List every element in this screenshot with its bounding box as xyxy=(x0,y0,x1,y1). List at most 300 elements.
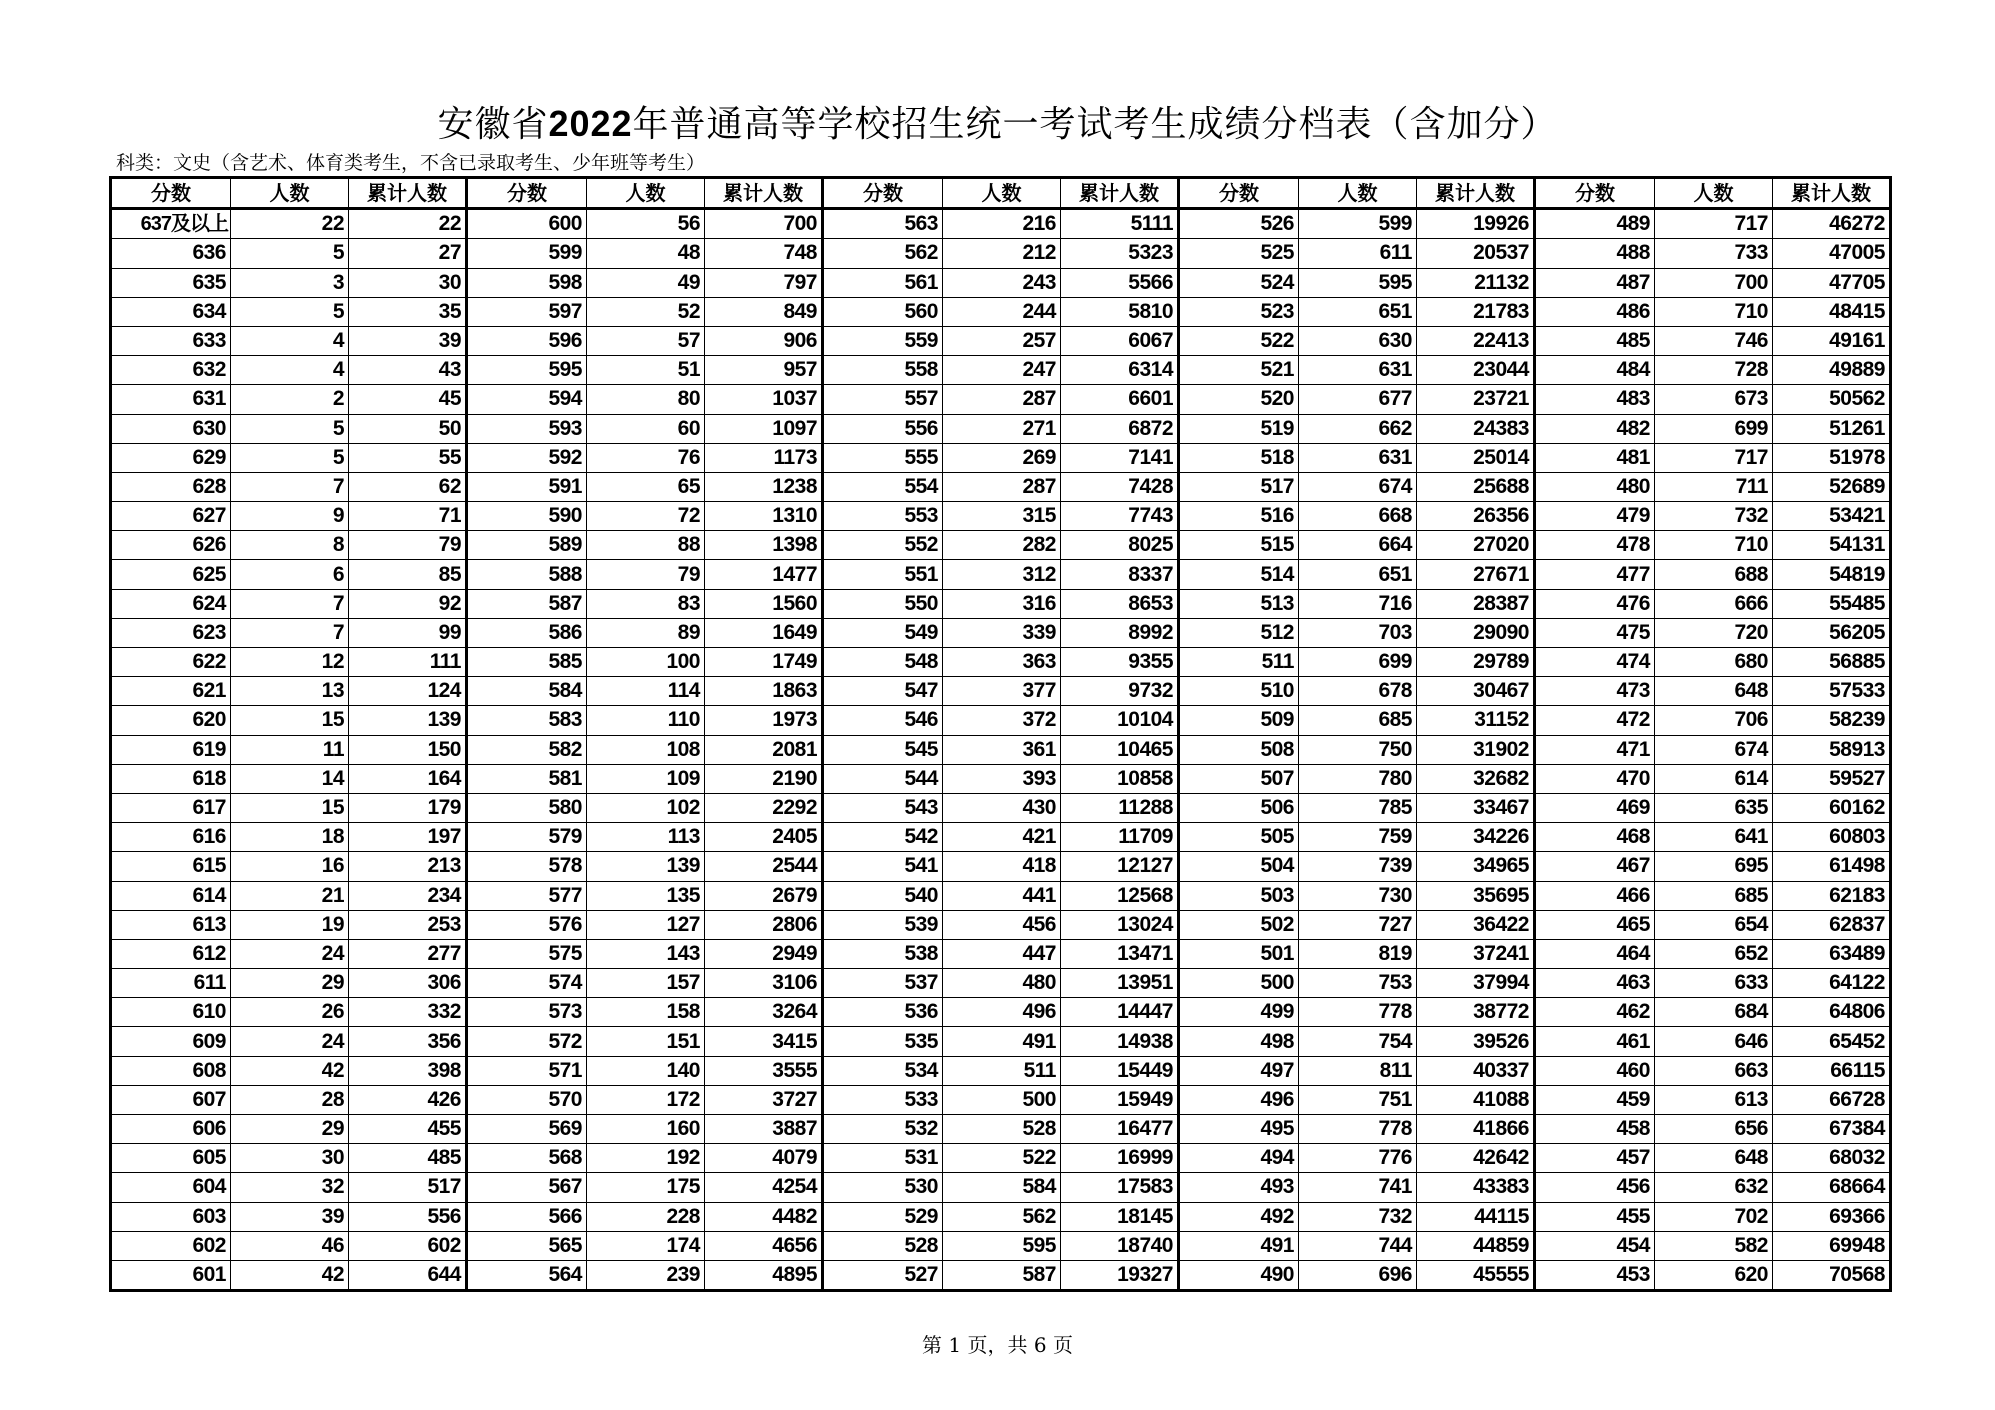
cell-cumulative: 66728 xyxy=(1773,1085,1891,1114)
page-title xyxy=(0,94,1995,155)
table-row xyxy=(111,823,1891,852)
cell-cumulative: 16999 xyxy=(1061,1144,1179,1173)
cell-score: 478 xyxy=(1535,531,1655,560)
cell-score: 570 xyxy=(467,1085,587,1114)
table-row xyxy=(111,297,1891,326)
cell-count: 13 xyxy=(231,677,349,706)
cell-score: 502 xyxy=(1179,910,1299,939)
cell-score: 503 xyxy=(1179,881,1299,910)
cell-cumulative: 332 xyxy=(349,998,467,1027)
cell-count: 511 xyxy=(943,1056,1061,1085)
table-row xyxy=(111,1115,1891,1144)
cell-count: 83 xyxy=(587,589,705,618)
table-row xyxy=(111,910,1891,939)
cell-cumulative: 43383 xyxy=(1417,1173,1535,1202)
cell-count: 76 xyxy=(587,443,705,472)
cell-count: 11 xyxy=(231,735,349,764)
cell-count: 39 xyxy=(231,1202,349,1231)
cell-count: 88 xyxy=(587,531,705,560)
cell-score: 513 xyxy=(1179,589,1299,618)
cell-count: 630 xyxy=(1299,326,1417,355)
cell-count: 652 xyxy=(1655,939,1773,968)
cell-score: 527 xyxy=(823,1260,943,1290)
cell-cumulative: 55 xyxy=(349,443,467,472)
cell-cumulative: 41866 xyxy=(1417,1115,1535,1144)
cell-cumulative: 62837 xyxy=(1773,910,1891,939)
cell-count: 287 xyxy=(943,472,1061,501)
cell-count: 595 xyxy=(1299,268,1417,297)
cell-score: 497 xyxy=(1179,1056,1299,1085)
cell-cumulative: 1037 xyxy=(705,385,823,414)
cell-count: 15 xyxy=(231,793,349,822)
cell-score: 572 xyxy=(467,1027,587,1056)
cell-count: 8 xyxy=(231,531,349,560)
header-score: 分数 xyxy=(1179,178,1299,209)
cell-cumulative: 3555 xyxy=(705,1056,823,1085)
cell-cumulative: 485 xyxy=(349,1144,467,1173)
cell-score: 602 xyxy=(111,1231,231,1260)
cell-cumulative: 7428 xyxy=(1061,472,1179,501)
cell-cumulative: 12127 xyxy=(1061,852,1179,881)
cell-count: 18 xyxy=(231,823,349,852)
table-row xyxy=(111,1260,1891,1290)
cell-score: 625 xyxy=(111,560,231,589)
cell-score: 529 xyxy=(823,1202,943,1231)
cell-score: 521 xyxy=(1179,356,1299,385)
table-row xyxy=(111,648,1891,677)
cell-count: 14 xyxy=(231,764,349,793)
cell-count: 239 xyxy=(587,1260,705,1290)
cell-count: 711 xyxy=(1655,472,1773,501)
cell-cumulative: 197 xyxy=(349,823,467,852)
cell-cumulative: 62183 xyxy=(1773,881,1891,910)
cell-score: 501 xyxy=(1179,939,1299,968)
cell-score: 468 xyxy=(1535,823,1655,852)
cell-score: 596 xyxy=(467,326,587,355)
cell-score: 626 xyxy=(111,531,231,560)
cell-count: 51 xyxy=(587,356,705,385)
cell-score: 619 xyxy=(111,735,231,764)
cell-cumulative: 44859 xyxy=(1417,1231,1535,1260)
cell-score: 459 xyxy=(1535,1085,1655,1114)
cell-count: 257 xyxy=(943,326,1061,355)
cell-cumulative: 64806 xyxy=(1773,998,1891,1027)
cell-count: 685 xyxy=(1299,706,1417,735)
cell-cumulative: 34965 xyxy=(1417,852,1535,881)
header-cumulative: 累计人数 xyxy=(349,178,467,209)
cell-cumulative: 51978 xyxy=(1773,443,1891,472)
cell-count: 26 xyxy=(231,998,349,1027)
cell-count: 114 xyxy=(587,677,705,706)
table-row xyxy=(111,998,1891,1027)
cell-count: 377 xyxy=(943,677,1061,706)
cell-score: 612 xyxy=(111,939,231,968)
cell-cumulative: 71 xyxy=(349,502,467,531)
cell-count: 778 xyxy=(1299,998,1417,1027)
cell-count: 361 xyxy=(943,735,1061,764)
cell-score: 457 xyxy=(1535,1144,1655,1173)
cell-score: 554 xyxy=(823,472,943,501)
cell-cumulative: 54131 xyxy=(1773,531,1891,560)
cell-count: 339 xyxy=(943,618,1061,647)
cell-cumulative: 4656 xyxy=(705,1231,823,1260)
cell-score: 480 xyxy=(1535,472,1655,501)
cell-count: 710 xyxy=(1655,531,1773,560)
table-row xyxy=(111,1085,1891,1114)
cell-score: 577 xyxy=(467,881,587,910)
cell-cumulative: 14447 xyxy=(1061,998,1179,1027)
cell-cumulative: 2806 xyxy=(705,910,823,939)
cell-score: 456 xyxy=(1535,1173,1655,1202)
cell-cumulative: 517 xyxy=(349,1173,467,1202)
table-row xyxy=(111,969,1891,998)
cell-count: 52 xyxy=(587,297,705,326)
cell-score: 611 xyxy=(111,969,231,998)
cell-cumulative: 7141 xyxy=(1061,443,1179,472)
cell-cumulative: 56885 xyxy=(1773,648,1891,677)
cell-cumulative: 6872 xyxy=(1061,414,1179,443)
cell-cumulative: 1749 xyxy=(705,648,823,677)
cell-cumulative: 4482 xyxy=(705,1202,823,1231)
cell-count: 727 xyxy=(1299,910,1417,939)
table-row xyxy=(111,793,1891,822)
cell-score: 524 xyxy=(1179,268,1299,297)
cell-cumulative: 26356 xyxy=(1417,502,1535,531)
cell-count: 662 xyxy=(1299,414,1417,443)
cell-score: 541 xyxy=(823,852,943,881)
cell-score: 563 xyxy=(823,209,943,239)
cell-count: 587 xyxy=(943,1260,1061,1290)
cell-score: 488 xyxy=(1535,239,1655,268)
cell-count: 9 xyxy=(231,502,349,531)
cell-score: 506 xyxy=(1179,793,1299,822)
cell-count: 746 xyxy=(1655,326,1773,355)
cell-count: 5 xyxy=(231,443,349,472)
cell-score: 460 xyxy=(1535,1056,1655,1085)
cell-score: 454 xyxy=(1535,1231,1655,1260)
cell-count: 656 xyxy=(1655,1115,1773,1144)
cell-cumulative: 10858 xyxy=(1061,764,1179,793)
cell-cumulative: 213 xyxy=(349,852,467,881)
cell-cumulative: 1973 xyxy=(705,706,823,735)
cell-score: 618 xyxy=(111,764,231,793)
table-row xyxy=(111,764,1891,793)
cell-cumulative: 36422 xyxy=(1417,910,1535,939)
cell-score: 485 xyxy=(1535,326,1655,355)
cell-count: 720 xyxy=(1655,618,1773,647)
cell-count: 80 xyxy=(587,385,705,414)
cell-count: 65 xyxy=(587,472,705,501)
cell-score: 573 xyxy=(467,998,587,1027)
cell-cumulative: 6067 xyxy=(1061,326,1179,355)
cell-count: 666 xyxy=(1655,589,1773,618)
cell-score: 575 xyxy=(467,939,587,968)
cell-cumulative: 39526 xyxy=(1417,1027,1535,1056)
table-row xyxy=(111,209,1891,239)
table-row xyxy=(111,472,1891,501)
cell-cumulative: 99 xyxy=(349,618,467,647)
cell-count: 648 xyxy=(1655,1144,1773,1173)
cell-cumulative: 1863 xyxy=(705,677,823,706)
cell-score: 552 xyxy=(823,531,943,560)
cell-score: 594 xyxy=(467,385,587,414)
cell-cumulative: 53421 xyxy=(1773,502,1891,531)
cell-cumulative: 65452 xyxy=(1773,1027,1891,1056)
cell-count: 528 xyxy=(943,1115,1061,1144)
cell-count: 646 xyxy=(1655,1027,1773,1056)
cell-count: 677 xyxy=(1299,385,1417,414)
cell-score: 533 xyxy=(823,1085,943,1114)
cell-score: 472 xyxy=(1535,706,1655,735)
cell-count: 113 xyxy=(587,823,705,852)
cell-cumulative: 70568 xyxy=(1773,1260,1891,1290)
cell-score: 607 xyxy=(111,1085,231,1114)
cell-cumulative: 2292 xyxy=(705,793,823,822)
cell-cumulative: 35695 xyxy=(1417,881,1535,910)
cell-cumulative: 12568 xyxy=(1061,881,1179,910)
cell-cumulative: 13024 xyxy=(1061,910,1179,939)
cell-count: 778 xyxy=(1299,1115,1417,1144)
cell-score: 517 xyxy=(1179,472,1299,501)
table-row xyxy=(111,1202,1891,1231)
cell-count: 430 xyxy=(943,793,1061,822)
footer-middle: 页，共 xyxy=(961,1333,1034,1357)
cell-count: 29 xyxy=(231,969,349,998)
cell-score: 557 xyxy=(823,385,943,414)
cell-count: 143 xyxy=(587,939,705,968)
cell-count: 315 xyxy=(943,502,1061,531)
cell-score: 494 xyxy=(1179,1144,1299,1173)
cell-cumulative: 58913 xyxy=(1773,735,1891,764)
cell-count: 5 xyxy=(231,297,349,326)
table-row xyxy=(111,560,1891,589)
cell-score: 481 xyxy=(1535,443,1655,472)
cell-score: 568 xyxy=(467,1144,587,1173)
cell-score: 583 xyxy=(467,706,587,735)
cell-cumulative: 1477 xyxy=(705,560,823,589)
cell-count: 89 xyxy=(587,618,705,647)
cell-cumulative: 21783 xyxy=(1417,297,1535,326)
cell-score: 616 xyxy=(111,823,231,852)
cell-score: 461 xyxy=(1535,1027,1655,1056)
cell-score: 586 xyxy=(467,618,587,647)
table-row xyxy=(111,881,1891,910)
cell-count: 728 xyxy=(1655,356,1773,385)
cell-count: 717 xyxy=(1655,209,1773,239)
cell-count: 732 xyxy=(1655,502,1773,531)
title-suffix: 年普通高等学校招生统一考试考生成绩分档表（含加分） xyxy=(632,104,1558,145)
cell-score: 500 xyxy=(1179,969,1299,998)
cell-cumulative: 58239 xyxy=(1773,706,1891,735)
cell-score: 579 xyxy=(467,823,587,852)
cell-score: 634 xyxy=(111,297,231,326)
cell-score: 569 xyxy=(467,1115,587,1144)
cell-cumulative: 55485 xyxy=(1773,589,1891,618)
cell-cumulative: 906 xyxy=(705,326,823,355)
cell-count: 287 xyxy=(943,385,1061,414)
cell-score: 556 xyxy=(823,414,943,443)
cell-score: 532 xyxy=(823,1115,943,1144)
table-row xyxy=(111,589,1891,618)
cell-cumulative: 644 xyxy=(349,1260,467,1290)
cell-cumulative: 1560 xyxy=(705,589,823,618)
cell-score: 534 xyxy=(823,1056,943,1085)
cell-cumulative: 68032 xyxy=(1773,1144,1891,1173)
cell-cumulative: 2405 xyxy=(705,823,823,852)
cell-cumulative: 40337 xyxy=(1417,1056,1535,1085)
cell-cumulative: 27671 xyxy=(1417,560,1535,589)
cell-count: 42 xyxy=(231,1056,349,1085)
cell-count: 30 xyxy=(231,1144,349,1173)
cell-cumulative: 8992 xyxy=(1061,618,1179,647)
cell-cumulative: 556 xyxy=(349,1202,467,1231)
cell-count: 754 xyxy=(1299,1027,1417,1056)
cell-count: 312 xyxy=(943,560,1061,589)
cell-count: 651 xyxy=(1299,560,1417,589)
cell-cumulative: 49161 xyxy=(1773,326,1891,355)
cell-cumulative: 52689 xyxy=(1773,472,1891,501)
cell-cumulative: 69366 xyxy=(1773,1202,1891,1231)
cell-cumulative: 602 xyxy=(349,1231,467,1260)
cell-count: 702 xyxy=(1655,1202,1773,1231)
cell-cumulative: 60162 xyxy=(1773,793,1891,822)
cell-score: 514 xyxy=(1179,560,1299,589)
cell-cumulative: 19327 xyxy=(1061,1260,1179,1290)
cell-count: 158 xyxy=(587,998,705,1027)
cell-score: 515 xyxy=(1179,531,1299,560)
cell-cumulative: 48415 xyxy=(1773,297,1891,326)
cell-cumulative: 45 xyxy=(349,385,467,414)
cell-count: 641 xyxy=(1655,823,1773,852)
cell-cumulative: 2679 xyxy=(705,881,823,910)
cell-score: 567 xyxy=(467,1173,587,1202)
cell-count: 730 xyxy=(1299,881,1417,910)
cell-score: 504 xyxy=(1179,852,1299,881)
cell-count: 614 xyxy=(1655,764,1773,793)
cell-score: 458 xyxy=(1535,1115,1655,1144)
cell-score: 492 xyxy=(1179,1202,1299,1231)
cell-count: 282 xyxy=(943,531,1061,560)
cell-cumulative: 39 xyxy=(349,326,467,355)
cell-count: 759 xyxy=(1299,823,1417,852)
cell-score: 564 xyxy=(467,1260,587,1290)
cell-cumulative: 9355 xyxy=(1061,648,1179,677)
cell-score: 519 xyxy=(1179,414,1299,443)
cell-count: 599 xyxy=(1299,209,1417,239)
cell-score: 595 xyxy=(467,356,587,385)
cell-cumulative: 356 xyxy=(349,1027,467,1056)
cell-score: 629 xyxy=(111,443,231,472)
cell-count: 739 xyxy=(1299,852,1417,881)
cell-cumulative: 27020 xyxy=(1417,531,1535,560)
cell-count: 776 xyxy=(1299,1144,1417,1173)
cell-cumulative: 20537 xyxy=(1417,239,1535,268)
cell-cumulative: 30467 xyxy=(1417,677,1535,706)
cell-count: 611 xyxy=(1299,239,1417,268)
cell-cumulative: 111 xyxy=(349,648,467,677)
cell-score: 615 xyxy=(111,852,231,881)
cell-count: 710 xyxy=(1655,297,1773,326)
cell-score: 562 xyxy=(823,239,943,268)
cell-score: 473 xyxy=(1535,677,1655,706)
cell-cumulative: 28387 xyxy=(1417,589,1535,618)
cell-score: 496 xyxy=(1179,1085,1299,1114)
header-cumulative: 累计人数 xyxy=(1061,178,1179,209)
cell-score: 474 xyxy=(1535,648,1655,677)
cell-score: 467 xyxy=(1535,852,1655,881)
cell-score: 637及以上 xyxy=(111,209,231,239)
cell-cumulative: 957 xyxy=(705,356,823,385)
cell-score: 539 xyxy=(823,910,943,939)
cell-score: 590 xyxy=(467,502,587,531)
footer-prefix: 第 xyxy=(922,1333,949,1357)
cell-score: 581 xyxy=(467,764,587,793)
cell-score: 588 xyxy=(467,560,587,589)
cell-count: 562 xyxy=(943,1202,1061,1231)
cell-cumulative: 38772 xyxy=(1417,998,1535,1027)
cell-cumulative: 59527 xyxy=(1773,764,1891,793)
cell-count: 632 xyxy=(1655,1173,1773,1202)
cell-cumulative: 35 xyxy=(349,297,467,326)
cell-count: 216 xyxy=(943,209,1061,239)
cell-cumulative: 277 xyxy=(349,939,467,968)
cell-cumulative: 5566 xyxy=(1061,268,1179,297)
cell-score: 558 xyxy=(823,356,943,385)
cell-cumulative: 22413 xyxy=(1417,326,1535,355)
cell-cumulative: 54819 xyxy=(1773,560,1891,589)
cell-count: 750 xyxy=(1299,735,1417,764)
cell-score: 633 xyxy=(111,326,231,355)
cell-score: 606 xyxy=(111,1115,231,1144)
cell-score: 512 xyxy=(1179,618,1299,647)
header-count: 人数 xyxy=(943,178,1061,209)
cell-score: 538 xyxy=(823,939,943,968)
cell-score: 544 xyxy=(823,764,943,793)
cell-count: 7 xyxy=(231,618,349,647)
cell-count: 582 xyxy=(1655,1231,1773,1260)
cell-count: 243 xyxy=(943,268,1061,297)
cell-count: 28 xyxy=(231,1085,349,1114)
table-row xyxy=(111,677,1891,706)
cell-count: 635 xyxy=(1655,793,1773,822)
cell-count: 4 xyxy=(231,326,349,355)
header-score: 分数 xyxy=(111,178,231,209)
cell-score: 511 xyxy=(1179,648,1299,677)
header-count: 人数 xyxy=(231,178,349,209)
cell-score: 591 xyxy=(467,472,587,501)
cell-cumulative: 1310 xyxy=(705,502,823,531)
cell-cumulative: 61498 xyxy=(1773,852,1891,881)
cell-cumulative: 31152 xyxy=(1417,706,1535,735)
cell-score: 620 xyxy=(111,706,231,735)
cell-count: 663 xyxy=(1655,1056,1773,1085)
cell-score: 623 xyxy=(111,618,231,647)
cell-score: 526 xyxy=(1179,209,1299,239)
cell-count: 228 xyxy=(587,1202,705,1231)
cell-count: 733 xyxy=(1655,239,1773,268)
cell-cumulative: 17583 xyxy=(1061,1173,1179,1202)
cell-cumulative: 4254 xyxy=(705,1173,823,1202)
cell-score: 635 xyxy=(111,268,231,297)
cell-count: 2 xyxy=(231,385,349,414)
subject-category-line: 科类：文史（含艺术、体育类考生，不含已录取考生、少年班等考生） xyxy=(116,152,706,174)
cell-cumulative: 124 xyxy=(349,677,467,706)
cell-cumulative: 22 xyxy=(349,209,467,239)
cell-count: 172 xyxy=(587,1085,705,1114)
cell-cumulative: 69948 xyxy=(1773,1231,1891,1260)
cell-score: 543 xyxy=(823,793,943,822)
cell-cumulative: 150 xyxy=(349,735,467,764)
